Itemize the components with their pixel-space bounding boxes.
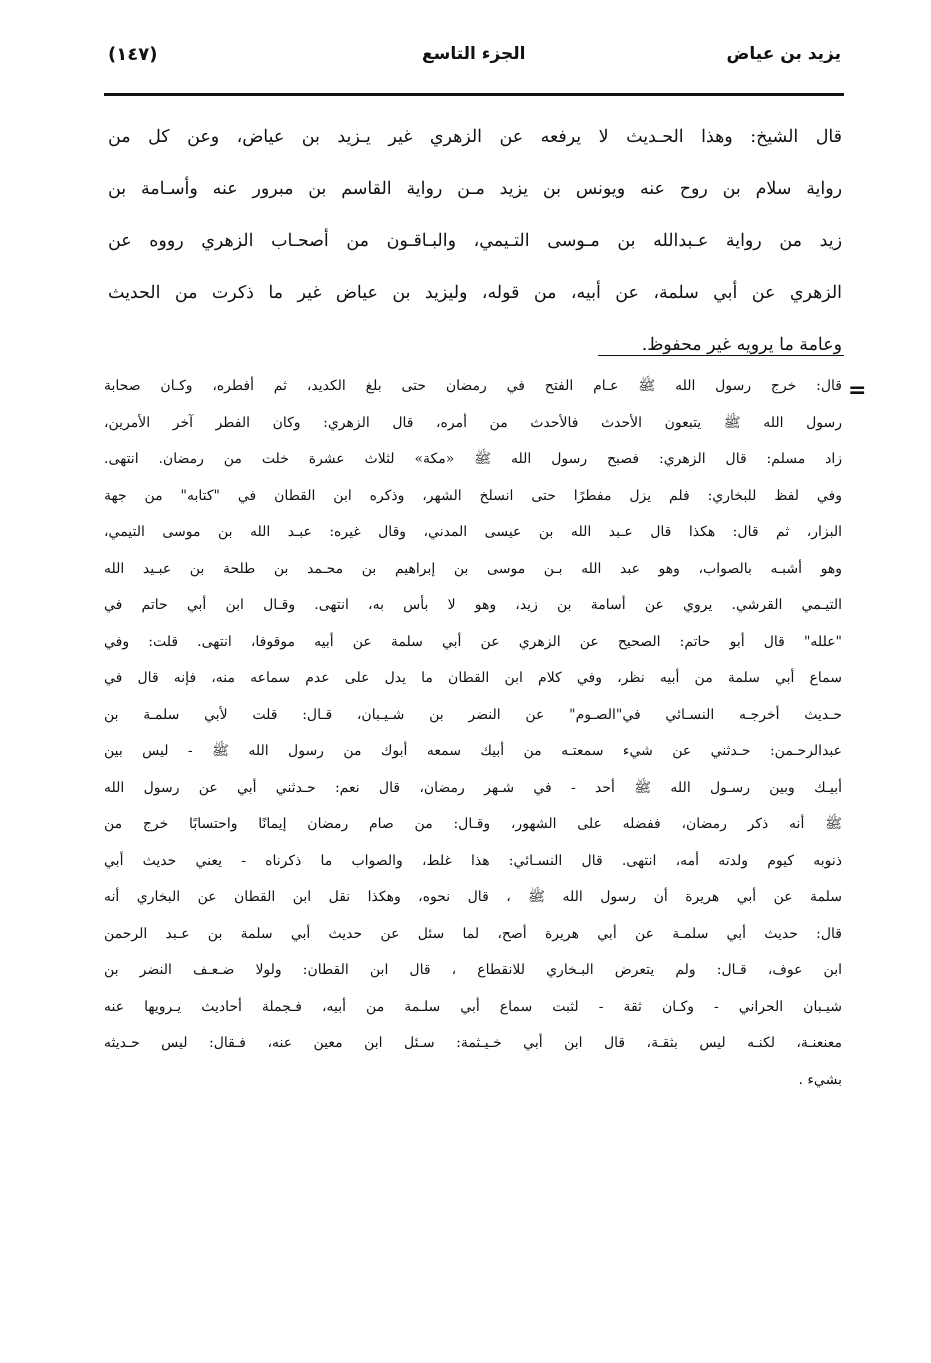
page-number: (١٤٧) xyxy=(108,44,158,65)
footnote-line: عبدالرحـمن: حـدثني عن شيء سمعتـه من أبيك سمعه أبوك من رسول الله ﷺ - ليس بين xyxy=(104,743,842,759)
text-line: رواية سلام بن روح عنه ويونس بن يزيد مـن رواية القاسم بن مبرور عنه وأسـامة بن xyxy=(108,179,842,199)
text-line: وعامة ما يرويه غير محفوظ. xyxy=(641,335,842,355)
footnote-line: قال: خرج رسول الله ﷺ عـام الفتح في رمضان حتى بلغ الكديد، ثم أفطره، وكـان صحابة xyxy=(104,378,842,394)
running-title: يزيد بن عياض xyxy=(726,44,841,64)
footnote-line: زاد مسلم: قال الزهري: فصبح رسول الله ﷺ «مكة» لثلاث عشرة خلت من رمضان. انتهى. xyxy=(104,451,842,467)
footnote-line: "علله" قال أبو حاتم: الصحيح عن الزهري عن أبي سلمة عن أبيه موقوفا، انتهى. قلت: وفي xyxy=(104,633,842,650)
footnote-line: ابن عوف، قـال: ولم يتعرض البـخاري للانقطاع ، قال ابن القطان: ولولا ضـعـف النضر بن xyxy=(104,962,842,978)
footnote-line: ﷺ أنه ذكر رمضان، ففضله على الشهور، وقـال: من صام رمضان إيمانًا واحتسابًا خرج من xyxy=(104,816,842,832)
text-line: زيد من رواية عـبدالله بن مـوسى التـيمي، والبـاقـون من أصحـاب الزهري رووه عن xyxy=(108,231,842,251)
footnote-text xyxy=(104,368,842,1098)
footnote-rule xyxy=(598,355,844,356)
footnote-line: سلمة عن أبي هريرة أن رسول الله ﷺ ، قال نحوه، وهكذا نقل ابن القطان عن البخاري أنه xyxy=(104,889,842,905)
text-line: قال الشيخ: وهذا الحـديث لا يرفعه عن الزهري غير يـزيد بن عياض، وعن كل من xyxy=(108,127,842,147)
footnote-line: وهو أشبـه بالصواب، وهو عبد الله بـن موسى بن إبراهيم بن محـمد بن طلحة بن عبـيد الله xyxy=(104,560,842,577)
footnote-line: حـديث أخرجـه النسـائي في"الصـوم" عن النضر بن شـيـبان، قـال: قلت لأبي سلمـة بن xyxy=(104,706,842,723)
header-rule xyxy=(104,93,844,96)
footnote-continuation-mark: = xyxy=(848,378,867,403)
footnote-line: البزار، ثم قال: هكذا قال عـبد الله بن عيسى المدني، وقال غيره: عبـد الله بن موسى التيمي، xyxy=(104,524,842,540)
volume-label: الجزء التاسع xyxy=(422,44,526,64)
footnote-line: وفي لفظ للبخاري: فلم يزل مفطرًا حتى انسلخ الشهر، وذكره ابن القطان في "كتابه" من جهة xyxy=(104,487,842,504)
main-text xyxy=(108,111,842,371)
footnote-line: ذنوبه كيوم ولدته أمه، انتهى. قال النسـائي: هذا غلط، والصواب ما ذكرناه - يعني حديث أبي xyxy=(104,852,842,869)
footnote-line: سماع أبي سلمة من أبيه نظر، وفي كلام ابن القطان ما يدل على عدم سماعه منه، فإنه قال في xyxy=(104,670,842,686)
footnote-line: معنعنـة، لكنـه ليس بثقـة، قال ابن أبي خـيـثمة: سـئل ابن معين عنه، فـقال: ليس حـديثه xyxy=(104,1035,842,1051)
footnote-line: التيـمي القرشي. يروي عن أسامة بن زيد، وهو لا بأس به، انتهى. وقـال ابن أبي حاتم في xyxy=(104,597,842,613)
footnote-line: بشيء . xyxy=(798,1071,842,1088)
text-line: الزهري عن أبي سلمة، عن أبيه، من قوله، وليزيد بن عياض غير ما ذكرت من الحديث xyxy=(108,283,842,303)
footnote-line: شيـبان الحراني - وكـان ثقة - لثبت سماع أبي سلـمة من أبيه، فـجملة أحاديث يـرويها عنه xyxy=(104,998,842,1015)
page-header xyxy=(104,42,841,90)
footnote-line: أبيـك وبين رسـول الله ﷺ أحد - في شـهر رمضان، قال نعم: حـدثني أبي عن رسول الله xyxy=(104,779,842,796)
footnote-line: رسول الله ﷺ يتبعون الأحدث فالأحدث من أمره، قال الزهري: وكان الفطر آخر الأمرين، xyxy=(104,414,842,431)
footnote-line: قال: حديث أبي سلمـة عن أبي هريرة أصح، لما سئل عن حديث أبي سلمة بن عـبد الرحمن xyxy=(104,925,842,942)
